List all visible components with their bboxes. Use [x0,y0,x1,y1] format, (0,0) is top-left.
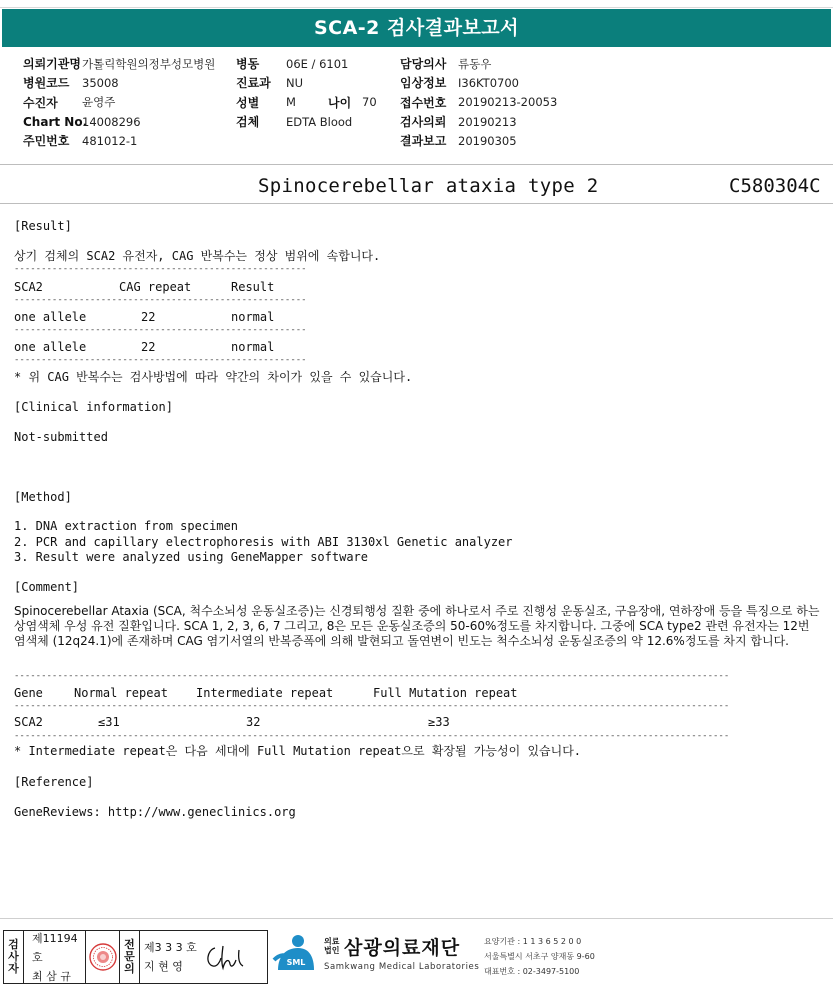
clinical-text: Not-submitted [14,430,108,444]
org-legal-type: 의료법인 [324,937,340,955]
inspector-label: 검 사 자 [4,931,24,983]
org-name-block [324,933,479,972]
seal-stamp [86,931,120,983]
method-item-2: 2. PCR and capillary electrophoresis with ABI 3130xl Genetic analyzer [14,535,513,549]
inspector-name: 최 삼 규 [32,969,71,983]
result-col-gene: SCA2 [14,280,43,294]
info-row-ward: 병동 06E / 6101 [236,56,349,72]
clinical-heading: [Clinical information] [14,400,173,414]
info-row-chart-no: Chart No. 14008296 [23,114,141,129]
org-institution-no: 요양기관 : 1 1 3 6 5 2 0 0 [484,937,582,946]
divider [0,164,833,165]
info-row-specimen: 검체 EDTA Blood [236,114,353,130]
result-note: * 위 CAG 반복수는 검사방법에 따라 약간의 차이가 있을 수 있습니다. [14,370,413,384]
info-column-2 [236,54,377,131]
comment-heading: [Comment] [14,580,80,594]
comment-body [14,604,828,649]
info-row-sex-age: 성별 M 나이 70 [236,95,377,110]
specialist-info [140,931,267,983]
info-column-3 [400,54,557,150]
info-row-clinical-info: 임상정보 I36KT0700 [400,75,519,91]
result-row-2-result: normal [231,340,275,354]
table-rule: ------------------------------------------------------ [14,295,307,305]
sml-logo-icon [272,932,316,972]
info-row-id-no: 주민번호 481012-1 [23,133,138,149]
result-row-1-result: normal [231,310,275,324]
signature-box [3,930,268,984]
comment-col-intermediate: Intermediate repeat [196,686,334,700]
comment-col-full: Full Mutation repeat [373,686,518,700]
method-heading: [Method] [14,490,72,504]
result-heading: [Result] [14,219,72,233]
result-col-cag: CAG repeat [119,280,192,294]
info-row-report-date: 결과보고 20190305 [400,133,517,149]
table-rule: ------------------------------------------------------ [14,325,307,335]
org-phone: 대표번호 : 02-3497-5100 [484,967,580,976]
top-border [0,0,833,8]
table-rule: ------------------------------------------------------------------------------------------------------------------------------------ [14,731,730,741]
inspector-info [24,931,86,983]
svg-text:SML: SML [286,958,306,967]
info-row-institution: 의뢰기관명 가톨릭학원의정부성모병원 [23,56,216,72]
result-summary: 상기 검체의 SCA2 유전자, CAG 반복수는 정상 범위에 속합니다. [14,249,381,263]
specialist-name: 지 현 영 [144,960,183,973]
info-row-department: 진료과 NU [236,75,304,91]
method-item-1: 1. DNA extraction from specimen [14,519,238,533]
method-item-3: 3. Result were analyzed using GeneMapper software [14,550,369,564]
table-rule: ------------------------------------------------------------------------------------------------------------------------------------ [14,701,730,711]
specialist-label: 전 문 의 [120,931,140,983]
comment-col-gene: Gene [14,686,43,700]
result-row-2-repeat: 22 [141,340,156,354]
org-name: 삼광의료재단 [344,936,461,959]
inspector-license-no: 제11194호 [32,931,78,964]
comment-row-intermediate: 32 [246,715,261,729]
test-code: C580304C [729,175,821,197]
table-rule: ------------------------------------------------------ [14,264,307,274]
org-contact [484,934,595,979]
table-rule: ------------------------------------------------------ [14,355,307,365]
reference-heading: [Reference] [14,775,94,789]
result-row-1-repeat: 22 [141,310,156,324]
org-logo [272,932,479,972]
info-row-patient: 수진자 윤영주 [23,95,116,110]
info-row-receipt-no: 접수번호 20190213-20053 [400,95,558,110]
report-title: SCA-2 검사결과보고서 [2,9,831,47]
specialist-license-no: 제3 3 3 호 [144,941,197,954]
reference-text: GeneReviews: http://www.geneclinics.org [14,805,296,819]
comment-row-gene: SCA2 [14,715,43,729]
result-col-result: Result [231,280,275,294]
comment-text: Spinocerebellar Ataxia (SCA, 척수소뇌성 운동실조증)는 신경퇴행성 질환 중에 하나로서 주로 진행성 운동실조, 구음장애, 연하장애 등을 특징으로 하는 상염색체 우성 유전 질환입니다. SCA 1, 2, 3, 6, 7 그리고, 8은 모든 운동실조증의 50-60%정도를 차지합니다. 그중에 SCA type2 관련 유전자는 12번 염색체 (12q24.1)에 존재하며 CAG 염기서열의 반복증폭에 의해 발현되고 돌연변이 빈도는 척수소뇌성 운동실조증의 약 12.6%정도를 차지 합니다. [14,604,820,648]
result-row-2-allele: one allele [14,340,87,354]
comment-row-normal: ≤31 [98,715,120,729]
info-column-1 [23,54,215,150]
table-rule: ------------------------------------------------------------------------------------------------------------------------------------ [14,671,730,681]
info-row-doctor: 담당의사 류동우 [400,56,492,72]
comment-row-full: ≥33 [428,715,450,729]
org-name-english: Samkwang Medical Laboratories [324,961,480,972]
info-row-request-date: 검사의뢰 20190213 [400,114,517,130]
info-row-hospital-code: 병원코드 35008 [23,75,119,91]
test-name: Spinocerebellar ataxia type 2 [258,175,599,197]
comment-note: * Intermediate repeat은 다음 세대에 Full Mutation repeat으로 확장될 가능성이 있습니다. [14,744,582,758]
footer-divider [0,918,833,919]
result-row-1-allele: one allele [14,310,87,324]
divider [0,203,833,204]
seal-icon [88,942,118,972]
comment-col-normal: Normal repeat [74,686,168,700]
org-address: 서울특별시 서초구 양재동 9-60 [484,952,595,961]
signature-icon [203,940,247,974]
